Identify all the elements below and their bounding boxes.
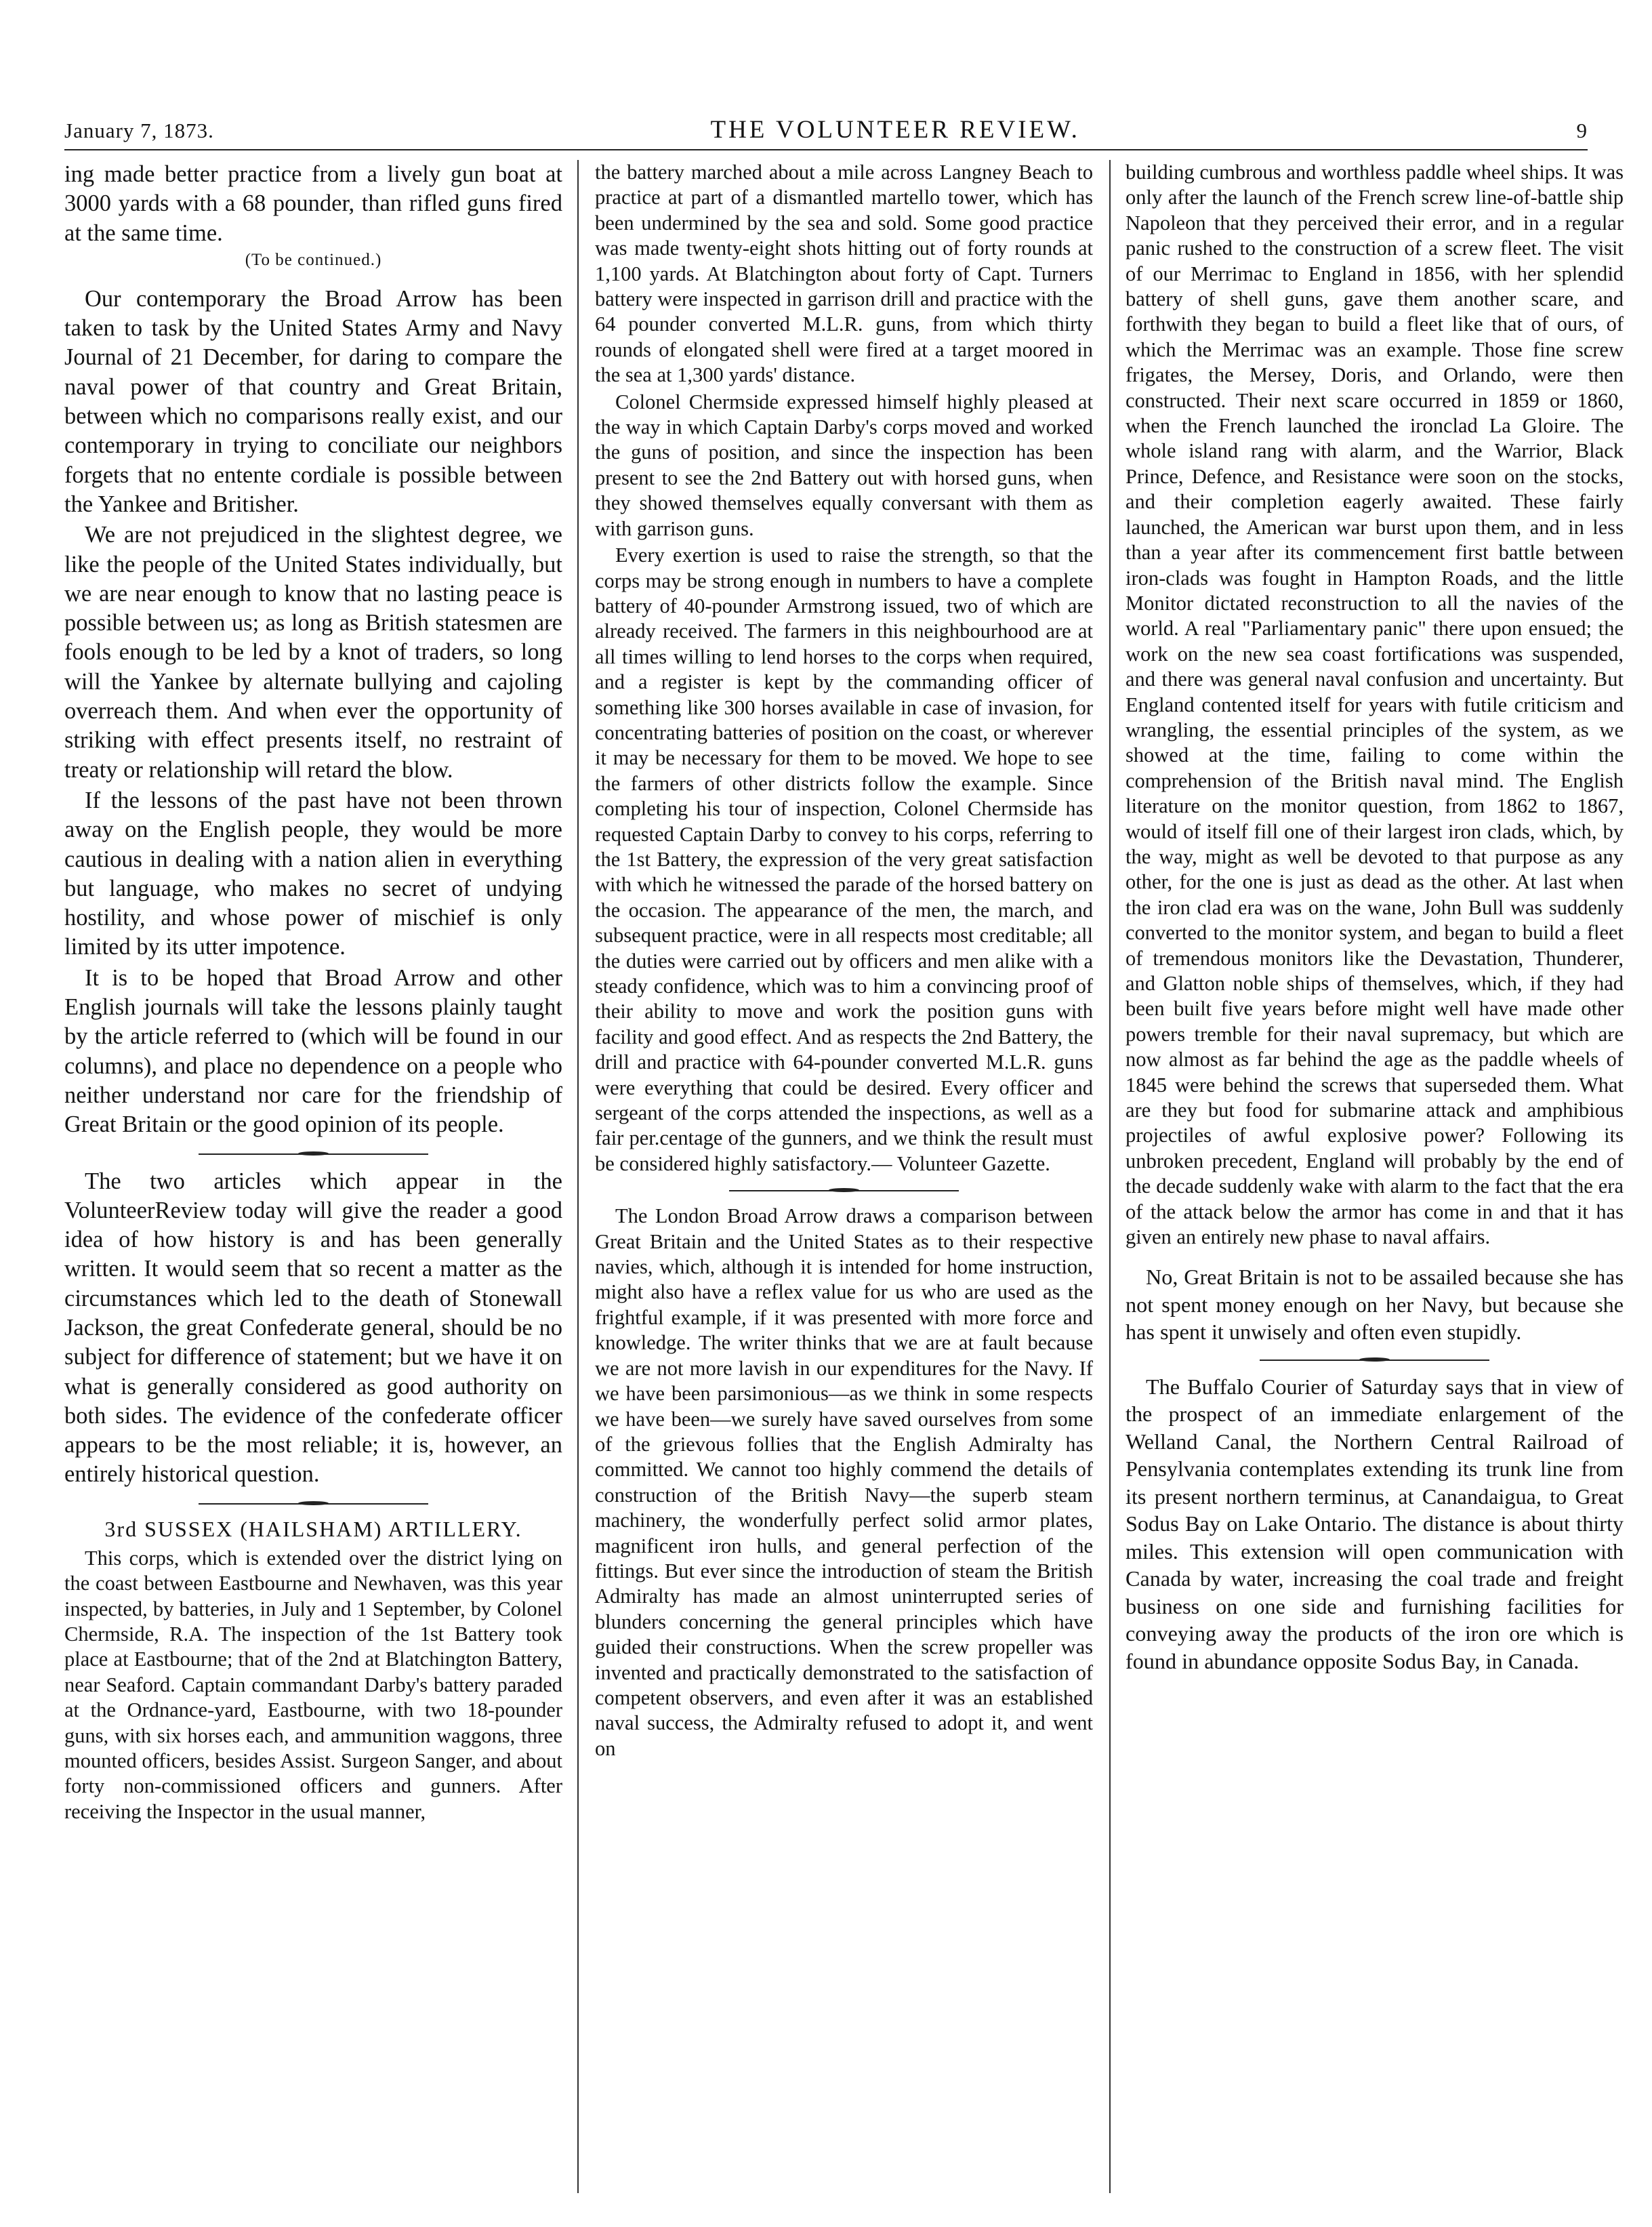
editorial-paragraph: It is to be hoped that Broad Arrow and other English journals will take the lessons plainly taught by the article referred to (which will be found in our columns), and place no dependence on a people who neither understand nor care for the friendship of Great Britain or the good opinion of its people.: [64, 964, 562, 1138]
page-number: 9: [1576, 119, 1588, 142]
editorial-paragraph: No, Great Britain is not to be assailed because she has not spent money enough on her Navy, but because she has spent it unwisely and often even stupidly.: [1126, 1265, 1624, 1345]
article-continuation: ing made better practice from a lively gun boat at 3000 yards with a 68 pounder, than rifled guns fired at the same time.: [64, 161, 562, 246]
section-divider: [1126, 1347, 1624, 1373]
columns: [64, 160, 1624, 2193]
continued-note: (To be continued.): [245, 250, 382, 269]
page-header: [64, 115, 1588, 150]
column-1: [64, 160, 579, 2193]
article-paragraph: building cumbrous and worthless paddle wheel ships. It was only after the launch of the French screw line-of-battle ship Napoleon that they perceived their error, and in a regular panic rushed to the construction of a screw fleet. The visit of our Merrimac to England in 1856, with her splendid battery of shell guns, gave them another scare, and forthwith they began to build a fleet like that of ours, of which the Merrimac was an example. Those fine screw frigates, the Mersey, Doris, and Orlando, were then constructed. Their next scare occurred in 1859 or 1860, when the French launched the ironclad La Gloire. The whole island rang with alarm, and the Warrior, Black Prince, Defence, and Resistance were soon on the stocks, and their completion eagerly awaited. These fairly launched, the American war burst upon them, and in less than a year after its commencement first battle between iron-clads was fought in Hampton Roads, and the little Monitor dictated reconstruction to all the navies of the world. A real "Parliamentary panic" there upon ensued; the work on the new sea coast fortifications was suspended, and there was general naval confusion and uncertainty. But England contented itself for years with futile criticism and wrangling, the essential principles of the system, as we showed at the time, failing to come within the comprehension of the British naval mind. The English literature on the monitor question, from 1862 to 1867, would of itself fill one of their largest iron clads, which, by the way, might as well be devoted to that purpose as any other, for the one is just as dead as the other. At last when the iron clad era was on the wane, John Bull was suddenly converted to the monitor system, and began to build a fleet of tremendous monitors like the Devastation, Thunderer, and Glatton noble ships of themselves, which, if they had been built five years before might well have made other powers tremble for their naval supremacy, but which are now almost as far behind the age as the paddle wheels of 1845 were behind the screws that superseded them. What are they but food for submarine attack and amphibious projectiles of awful explosive power? Following its unbroken precedent, England will probably by the end of the decade suddenly wake with alarm to the fact that the era of the attack below the armor has come in and that it has given an entirely new phase to naval affairs.: [1126, 161, 1624, 1249]
section-divider: [64, 1141, 562, 1167]
masthead-title: THE VOLUNTEER REVIEW.: [710, 116, 1080, 144]
section-divider: [595, 1178, 1093, 1204]
section-divider: [64, 1491, 562, 1517]
article-paragraph: Every exertion is used to raise the strength, so that the corps may be strong enough in numbers to have a complete battery of 40-pounder Armstrong issued, two of which are already received. The farmers in this neighbourhood are at all times willing to lend horses to the corps when required, and a register is kept by the commanding officer of something like 300 horses available in case of invasion, for concentrating batteries of position on the coast, or wherever it may be necessary for them to be moved. We hope to see the farmers of other districts follow the example. Since completing his tour of inspection, Colonel Chermside has requested Captain Darby to convey to his corps, referring to the 1st Battery, the expression of the very great satisfaction with which he witnessed the parade of the horsed battery on the occasion. The appearance of the men, the march, and subsequent practice, were in all respects most creditable; all the duties were carried out by officers and men alike with a steady confidence, which was to him a convincing proof of their ability to move and work the position guns with facility and good effect. And as respects the 2nd Battery, the drill and practice with 64-pounder converted M.L.R. guns were everything that could be desired. Every officer and sergeant of the corps attended the inspections, as well as a fair per.centage of the gunners, and we think the result must be considered highly satisfactory.— Volunteer Gazette.: [595, 544, 1093, 1175]
article-paragraph: the battery marched about a mile across Langney Beach to practice at part of a dismantled martello tower, which has been undermined by the sea and sold. Some good practice was made twenty-eight shots hitting out of forty rounds at 1,100 yards. At Blatchington about forty of Capt. Turners battery were inspected in garrison drill and practice with the 64 pounder converted M.L.R. guns, from which thirty rounds of elongated shell were fired at a target moored in the sea at 1,300 yards' distance.: [595, 161, 1093, 387]
editorial-paragraph: The Buffalo Courier of Saturday says that in view of the prospect of an immediate enlargement of the Welland Canal, the Northern Central Railroad of Pensylvania contemplates extending its trunk line from its present northern terminus, at Canandaigua, to Great Sodus Bay on Lake Ontario. The distance is about thirty miles. This extension will open communication with Canada by water, increasing the coal trade and freight business on one side and furnishing facilities for conveying away the products of the iron ore which is found in abundance opposite Sodus Bay, in Canada.: [1126, 1374, 1624, 1673]
editorial-paragraph: We are not prejudiced in the slightest degree, we like the people of the United States individually, but we are near enough to know that no lasting peace is possible between us; as long as British statesmen are fools enough to be led by a knot of traders, so long will the Yankee by alternate bullying and cajoling overreach them. And when ever the opportunity of striking with effect presents itself, no restraint of treaty or relationship will retard the blow.: [64, 522, 562, 783]
issue-date: January 7, 1873.: [64, 119, 214, 142]
column-2: [579, 160, 1111, 2193]
article-heading: 3rd SUSSEX (HAILSHAM) ARTILLERY.: [104, 1516, 522, 1541]
editorial-paragraph: Our contemporary the Broad Arrow has been taken to task by the United States Army and Navy Journal of 21 December, for daring to compare the naval power of that country and Great Britain, between which no comparisons really exist, and our contemporary in trying to conciliate our neighbors forgets that no entente cordiale is possible between the Yankee and Britisher.: [64, 285, 562, 517]
column-3: [1111, 160, 1624, 2193]
editorial-paragraph: The two articles which appear in the VolunteerReview today will give the reader a good idea of how history is and has been generally written. It would seem that so recent a matter as the circumstances which led to the death of Stonewall Jackson, the great Confederate general, should be no subject for difference of statement; but we have it on what is generally considered as good authority on both sides. The evidence of the confederate officer appears to be the most reliable; it is, however, an entirely historical question.: [64, 1168, 562, 1488]
editorial-paragraph: If the lessons of the past have not been thrown away on the English people, they would be more cautious in dealing with a nation alien in everything but language, who makes no secret of undying hostility, and whose power of mischief is only limited by its utter impotence.: [64, 787, 562, 960]
article-paragraph: The London Broad Arrow draws a comparison between Great Britain and the United States as to their respective navies, which, although it is intended for home instruction, might also have a reflex value for us who are used as the frightful example, if it was presented with more force and knowledge. The writer thinks that we are at fault because we are not more lavish in our expenditures for the Navy. If we have been parsimonious—as we think in some respects we have been—we surely have saved ourselves from some of the grievous follies that the English Admiralty has committed. We cannot too highly commend the details of construction of the British Navy—the superb steam machinery, the wonderfully perfect solid armor plates, magnificent iron hulls, and general perfection of the fittings. But ever since the introduction of steam the British Admiralty has made an almost uninterrupted series of blunders concerning the general principles which have guided their constructions. When the screw propeller was invented and practically demonstrated to the satisfaction of competent observers, and even after it was an established naval success, the Admiralty refused to adopt it, and went on: [595, 1204, 1093, 1760]
article-paragraph: Colonel Chermside expressed himself highly pleased at the way in which Captain Darby's corps moved and worked the guns of position, and since the inspection has been present to see the 2nd Battery out with horsed guns, when they showed themselves equally conversant with them as with garrison guns.: [595, 390, 1093, 540]
article-paragraph: This corps, which is extended over the district lying on the coast between Eastbourne and Newhaven, was this year inspected, by batteries, in July and 1 September, by Colonel Chermside, R.A. The inspection of the 1st Battery took place at Eastbourne; that of the 2nd at Blatchington Battery, near Seaford. Captain commandant Darby's battery paraded at the Ordnance-yard, Eastbourne, with two 18-pounder guns, with six horses each, and ammunition waggons, three mounted officers, besides Assist. Surgeon Sanger, and about forty non-commissioned officers and gunners. After receiving the Inspector in the usual manner,: [64, 1546, 562, 1823]
